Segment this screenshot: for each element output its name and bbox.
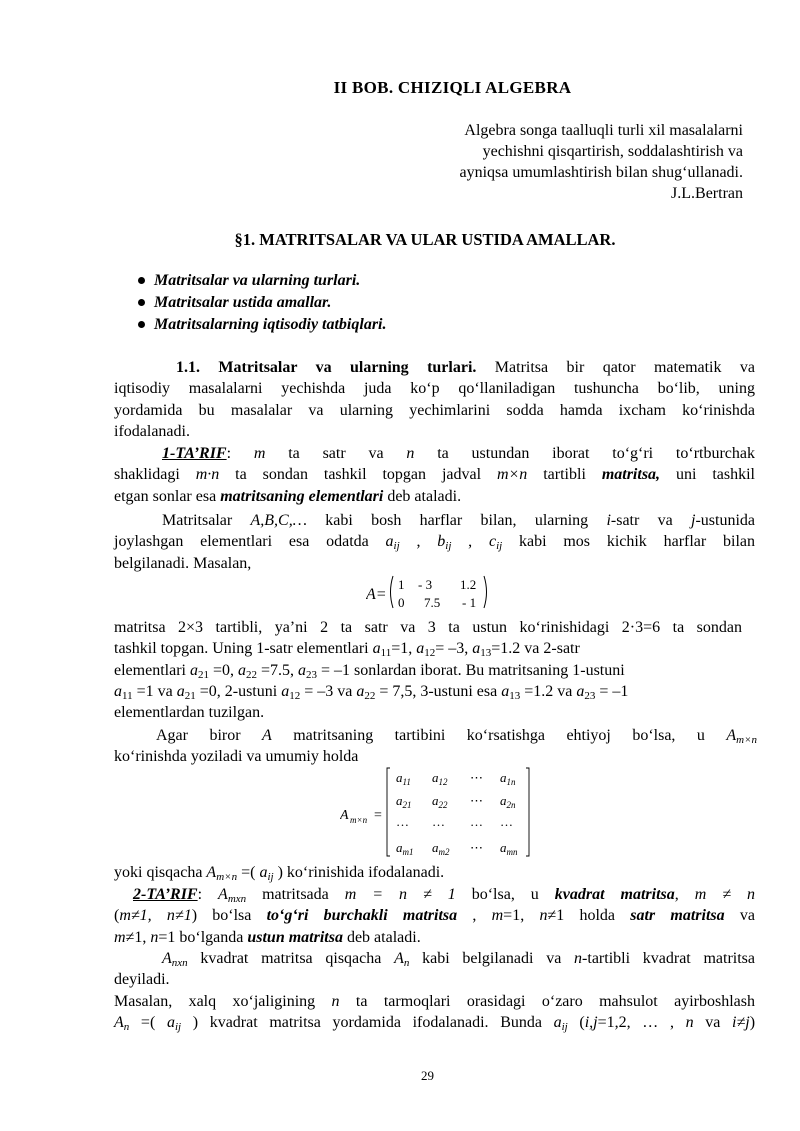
left-paren-icon	[391, 576, 394, 608]
matrix-general	[340, 764, 540, 864]
bullet-icon	[138, 299, 145, 306]
matrix-cell: - 1	[462, 595, 477, 610]
topic-label: Matritsalar ustida amallar.	[154, 294, 332, 311]
list-item	[138, 314, 387, 336]
bullet-icon	[138, 321, 145, 328]
matrix-cell: ⋯	[470, 770, 483, 785]
matrix-cell: 0	[398, 595, 405, 610]
matrix-cell: $a_{mn}$	[500, 840, 518, 857]
matrix-general-svg	[340, 764, 540, 860]
matrix-cell: ⋯	[470, 840, 483, 855]
paragraph-matrix-description: matritsa 2×3 tartibli, ya’ni 2 ta satr va 3 ta ustun ko‘rinishidagi 2·3=6 ta sondan tashkil topgan. Uning 1-satr elementlari $a_{11}=1$, $a_{12}= -3$, $a_{13}=1.2$ va 2-satr elementlari $a_{21} =0$, $a_{22} =7.5$, $a_{23} = -1$ sonlardan iborat. Bu matritsaning 1-ustuni $a_{11} =1$ va $a_{21} =0$, 2-ustuni $a_{12} = -3$ va $a_{22} = 7,5$, 3-ustuni esa $a_{13} =1.2$ va $a_{23} = -1$ elementlardan tuzilgan.	[114, 619, 742, 722]
definition-label: 2-TA’RIF	[133, 886, 198, 903]
matrix-cell: 1.2	[460, 577, 477, 592]
paragraph-general-form: Agar biror A matritsaning tartibini ko‘rsatishga ehtiyoj bo‘lsa, u $A_{m\times n}$ ko‘rinishda yoziladi va umumiy holda	[114, 727, 757, 766]
matrix-cell: - 3	[418, 577, 433, 592]
paragraph-economic-example: Masalan, xalq xo‘jaligining n ta tarmoqlari orasidagi o‘zaro mahsulot ayirboshlash $A_n$ =( $a_{ij}$ ) kvadrat matritsa yordamida ifodalanadi. Bunda $a_{ij}$ (i,j=1,2, … , n va i≠j)	[114, 993, 756, 1034]
paragraph-square-matrix: $A_{nxn}$ kvadrat matritsa qisqacha $A_n$ kabi belgilanadi va n-tartibli kvadrat matritsa deyiladi.	[114, 950, 756, 989]
epigraph-author: J.L.Bertran	[671, 185, 743, 202]
matrix-cell: $a_{2n}$	[500, 793, 516, 810]
topic-label: Matritsalarning iqtisodiy tatbiqlari.	[154, 316, 387, 333]
matrix-cell: …	[500, 814, 513, 829]
paragraph-notation: Matritsalar A,B,C,… kabi bosh harflar bilan, ularning i-satr va j-ustunida joylashgan elementlari esa odatda $a_{ij}$ , $b_{ij}$ , $c_{ij}$ kabi mos kichik harflar bilan belgilanadi. Masalan,	[114, 512, 756, 572]
definition-2: 2-TA’RIF: $A_{mxn}$ matritsada m = n ≠ 1 bo‘lsa, u kvadrat matritsa, m ≠ n (m≠1, n≠1) bo‘lsa to‘g‘ri burchakli matritsa , m=1, n≠1 holda satr matritsa va m≠1, n=1 bo‘lganda ustun matritsa deb ataladi.	[114, 886, 756, 946]
paragraph-intro: 1.1. Matritsalar va ularning turlari. Matritsa bir qator matematik va iqtisodiy masalalarni yechishda juda ko‘p qo‘llaniladigan tushuncha bo‘lib, uning yordamida bu masalalar va ularning yechimlarini sodda hamda ixcham ko‘rinishda ifodalanadi.	[114, 359, 756, 440]
definition-label: 1-TA’RIF	[162, 445, 227, 462]
matrix-cell: $a_{21}$	[396, 793, 412, 810]
section-title: §1. MATRITSALAR VA ULAR USTIDA AMALLAR.	[234, 230, 616, 249]
matrix-a-example	[366, 572, 496, 618]
epigraph-line: Algebra songa taalluqli turli xil masalalarni	[464, 122, 743, 139]
bullet-icon	[138, 277, 145, 284]
definition-1: 1-TA’RIF: m ta satr va n ta ustundan iborat to‘g‘ri to‘rtburchak shaklidagi m·n ta sondan tashkil topgan jadval m×n tartibli matritsa, uni tashkil etgan sonlar esa matritsaning elementlari deb ataladi.	[114, 445, 756, 505]
matrix-cell: …	[432, 814, 445, 829]
matrix-a-svg	[366, 572, 496, 614]
matrix-cell: …	[396, 814, 409, 829]
matrix-cell: $a_{12}$	[432, 770, 448, 787]
matrix-cell: 7.5	[424, 595, 441, 610]
matrix-label: A=	[366, 586, 387, 603]
epigraph-line: ayniqsa umumlashtirish bilan shug‘ullanadi.	[459, 164, 743, 181]
matrix-cell: 1	[398, 577, 405, 592]
epigraph	[323, 120, 743, 204]
paragraph-short-form: yoki qisqacha $A_{m\times n}$ =( $a_{ij}$ ) ko‘rinishida ifodalanadi.	[114, 864, 445, 883]
matrix-cell: $a_{22}$	[432, 793, 448, 810]
list-item	[138, 292, 387, 314]
equals-sign: =	[374, 808, 382, 823]
matrix-cell: $a_{1n}$	[500, 770, 516, 787]
right-paren-icon	[484, 576, 487, 608]
epigraph-line: yechishni qisqartirish, soddalashtirish va	[482, 143, 743, 160]
matrix-cell: $a_{11}$	[396, 770, 411, 787]
page-number: 29	[421, 1068, 434, 1083]
list-item	[138, 270, 387, 292]
matrix-label-sub: m×n	[350, 815, 368, 825]
left-paren-icon	[387, 768, 390, 856]
matrix-label: A	[340, 808, 349, 823]
matrix-cell: $a_{m1}$	[396, 840, 414, 857]
topic-list	[138, 270, 387, 336]
subsection-heading: 1.1. Matritsalar va ularning turlari.	[176, 359, 477, 376]
chapter-title: II BOB. CHIZIQLI ALGEBRA	[333, 78, 572, 97]
topic-label: Matritsalar va ularning turlari.	[154, 272, 361, 289]
right-paren-icon	[526, 768, 529, 856]
matrix-cells	[396, 770, 518, 857]
matrix-cell: ⋯	[470, 793, 483, 808]
matrix-cell: $a_{m2}$	[432, 840, 450, 857]
matrix-cell: …	[470, 814, 483, 829]
